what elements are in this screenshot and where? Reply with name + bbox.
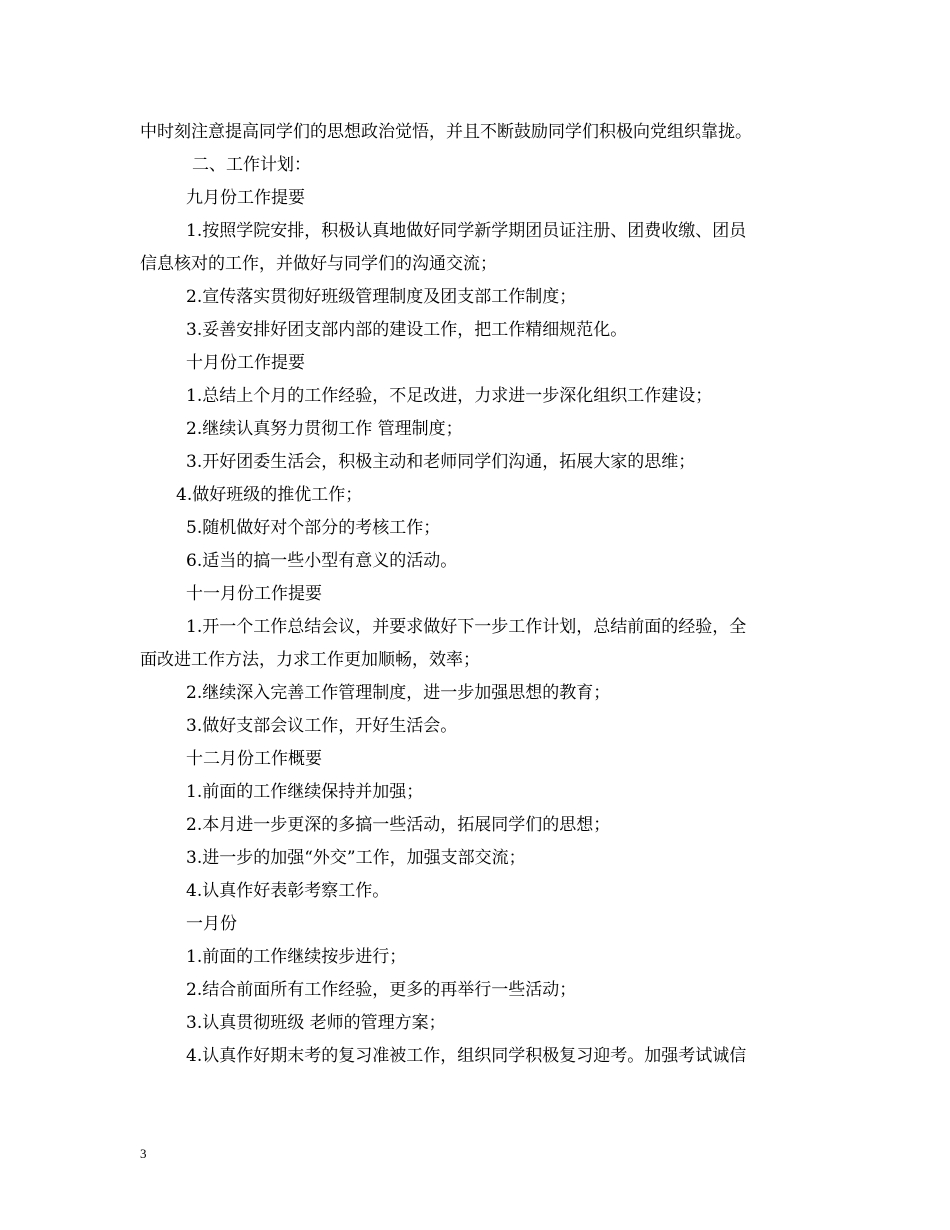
list-item: 3.进一步的加强“外交”工作，加强支部交流； bbox=[186, 848, 526, 868]
list-item: 2.继续认真努力贯彻工作 管理制度； bbox=[186, 419, 463, 439]
month-heading-january: 一月份 bbox=[186, 914, 237, 934]
month-heading-november: 十一月份工作提要 bbox=[186, 584, 322, 604]
list-item: 6.适当的搞一些小型有意义的活动。 bbox=[186, 551, 458, 571]
paragraph-line: 信息核对的工作，并做好与同学们的沟通交流； bbox=[140, 254, 497, 274]
list-item: 2.继续深入完善工作管理制度，进一步加强思想的教育； bbox=[186, 683, 611, 703]
page-number: 3 bbox=[140, 1146, 147, 1161]
list-item: 2.结合前面所有工作经验，更多的再举行一些活动； bbox=[186, 980, 577, 1000]
list-item: 1.总结上个月的工作经验，不足改进，力求进一步深化组织工作建设； bbox=[186, 386, 713, 406]
list-item: 4.认真作好表彰考察工作。 bbox=[186, 881, 390, 901]
list-item: 4.做好班级的推优工作； bbox=[176, 485, 363, 505]
list-item: 1.前面的工作继续按步进行； bbox=[186, 947, 407, 967]
list-item: 3.认真贯彻班级 老师的管理方案； bbox=[186, 1013, 446, 1033]
list-item: 2.本月进一步更深的多搞一些活动，拓展同学们的思想； bbox=[186, 815, 611, 835]
list-item: 1.前面的工作继续保持并加强； bbox=[186, 782, 424, 802]
list-item: 2.宣传落实贯彻好班级管理制度及团支部工作制度； bbox=[186, 287, 577, 307]
list-item: 1.按照学院安排，积极认真地做好同学新学期团员证注册、团费收缴、团员 bbox=[186, 221, 747, 241]
paragraph-line: 面改进工作方法，力求工作更加顺畅，效率； bbox=[140, 650, 480, 670]
list-item: 3.做好支部会议工作，开好生活会。 bbox=[186, 716, 458, 736]
paragraph-line: 中时刻注意提高同学们的思想政治觉悟，并且不断鼓励同学们积极向党组织靠拢。 bbox=[140, 122, 752, 142]
section-heading: 二、工作计划： bbox=[192, 155, 311, 175]
month-heading-december: 十二月份工作概要 bbox=[186, 749, 322, 769]
list-item: 5.随机做好对个部分的考核工作； bbox=[186, 518, 441, 538]
month-heading-september: 九月份工作提要 bbox=[186, 188, 305, 208]
list-item: 3.开好团委生活会，积极主动和老师同学们沟通，拓展大家的思维； bbox=[186, 452, 696, 472]
document-body bbox=[140, 116, 812, 1073]
list-item: 3.妥善安排好团支部内部的建设工作，把工作精细规范化。 bbox=[186, 320, 628, 340]
list-item: 1.开一个工作总结会议，并要求做好下一步工作计划，总结前面的经验，全 bbox=[186, 617, 747, 637]
list-item: 4.认真作好期末考的复习准被工作，组织同学积极复习迎考。加强考试诚信 bbox=[186, 1046, 747, 1066]
month-heading-october: 十月份工作提要 bbox=[186, 353, 305, 373]
